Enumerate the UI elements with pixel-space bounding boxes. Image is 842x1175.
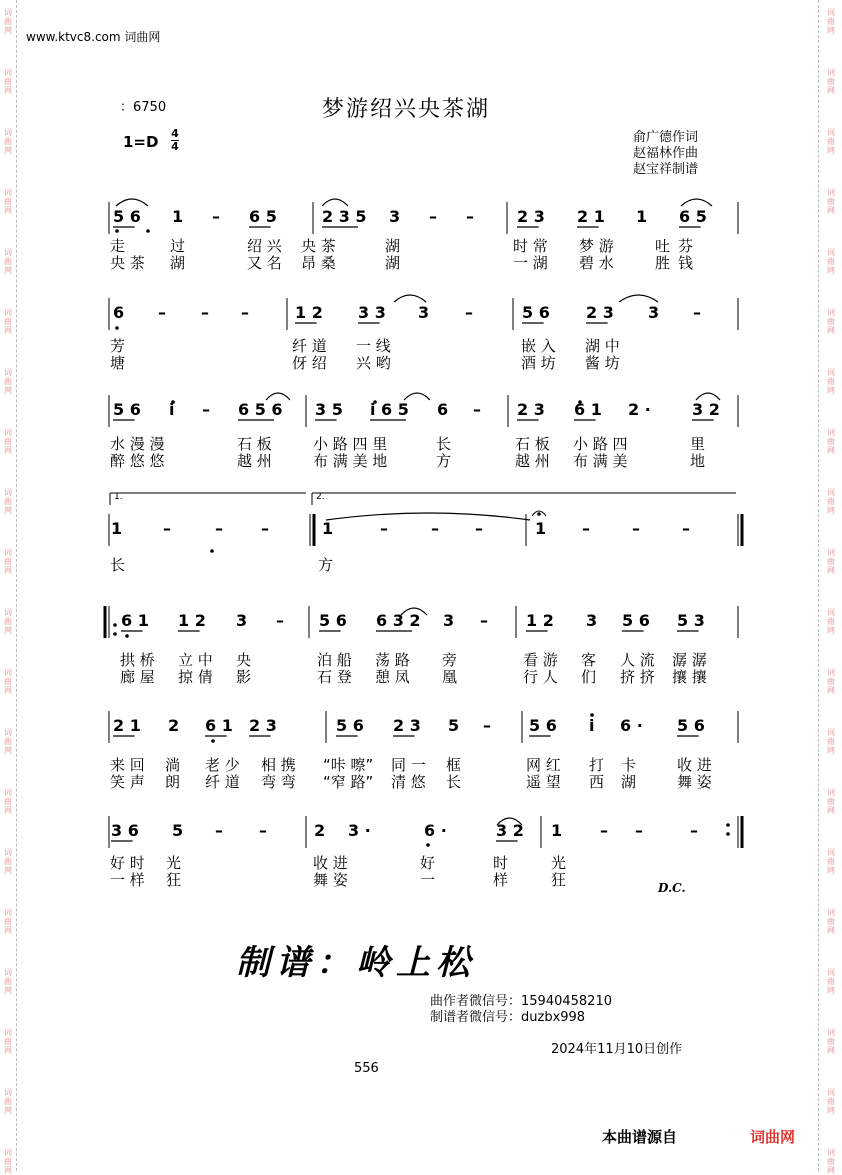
lyric-verse-1: 长 [436,435,452,453]
lyric-verse-1: 框 [446,756,462,774]
lyric-verse-1: 过 [170,237,186,255]
watermark-glyph: 词 曲 网 [827,428,835,455]
lyric-verse-2: 塘 [110,354,126,372]
jianpu-note: – [259,821,267,840]
jianpu-note: 5 [448,716,460,735]
jianpu-note: – [465,303,473,322]
jianpu-note: 6 1 [205,716,233,735]
octave-dot [115,326,119,330]
lyric-verse-1: 老 少 [205,756,240,774]
lyric-verse-2: 笑 声 [110,773,145,791]
jianpu-note: 2 · [628,400,651,419]
lyric-verse-2: 行 人 [523,668,558,686]
jianpu-note: – [693,303,701,322]
lyric-verse-1: 荡 路 [375,651,410,669]
lyric-verse-2: 方 [436,452,452,470]
watermark-glyph: 词 曲 网 [827,368,835,395]
creation-date: 2024年11月10日创作 [551,1042,683,1057]
jianpu-note: 5 6 [529,716,557,735]
jianpu-note: 1 [636,207,648,226]
jianpu-note: 3 [389,207,401,226]
jianpu-note: – [431,519,439,538]
jianpu-note: 6 5 6 [238,400,283,419]
composer-credit: 赵福林作曲 [633,146,699,161]
lyric-verse-1: 嵌 入 [521,337,556,355]
lyric-verse-1: 一 线 [356,337,391,355]
jianpu-note: 6 5 [249,207,277,226]
jianpu-note: – [473,400,481,419]
jianpu-note: – [475,519,483,538]
slur-arc [394,295,426,302]
lyric-verse-2: 湖 [385,254,401,272]
jianpu-note: – [202,400,210,419]
watermark-glyph: 词 曲 网 [827,188,835,215]
lyric-verse-1: 客 [581,651,597,669]
watermark-glyph: 词 曲 网 [4,188,12,215]
lyric-verse-1: 收 进 [677,756,712,774]
jianpu-note: 3 [418,303,430,322]
jianpu-note: – [632,519,640,538]
jianpu-note: 1 [111,519,123,538]
watermark-glyph: 词 曲 网 [827,1148,835,1175]
watermark-glyph: 词 曲 网 [4,1148,12,1175]
lyric-verse-2: 央 茶 [110,254,145,272]
jianpu-note: 5 [172,821,184,840]
lyric-verse-2: 布 满 美 地 [313,452,388,470]
jianpu-note: 6 [437,400,449,419]
lyric-verse-2: 攘 攘 [672,668,707,686]
lyric-verse-1: 石 板 [237,435,272,453]
jianpu-note: 2 [314,821,326,840]
lyric-verse-1: 淌 [165,756,181,774]
watermark-glyph: 词 曲 网 [827,788,835,815]
slur-arc [681,199,712,206]
lyric-verse-2: 地 [690,452,706,470]
jianpu-note: 3 5 [315,400,343,419]
source-brand-link[interactable]: 词曲网 [750,1128,796,1146]
octave-dot [210,549,214,553]
lyric-verse-1: 拱 桥 [120,651,155,669]
jianpu-note: 1 [535,519,547,538]
octave-dot [726,832,730,836]
dc-marking: D.C. [658,881,686,895]
volta-2-label: 2. [316,492,325,502]
watermark-glyph: 词 曲 网 [827,728,835,755]
lyric-verse-1: “咔 嚓” [323,756,374,774]
lyric-verse-1: 梦 游 [579,237,614,255]
watermark-glyph: 词 曲 网 [827,608,835,635]
lyric-verse-2: 弯 弯 [261,773,296,791]
jianpu-note: – [429,207,437,226]
lyric-verse-2: 样 [493,871,509,889]
lyric-verse-1: 卡 [621,756,637,774]
watermark-glyph: 词 曲 网 [827,1028,835,1055]
watermark-glyph: 词 曲 网 [4,668,12,695]
slur-arc [696,393,720,400]
lyric-verse-2: 一 [420,871,436,889]
jianpu-note: 2 3 [586,303,614,322]
volta-1-label: 1. [114,492,123,502]
jianpu-note: 2 3 [517,207,545,226]
lyric-verse-1: 吐 [655,237,671,255]
jianpu-note: 5 3 [677,611,705,630]
lyric-verse-2: 钱 [678,254,694,272]
watermark-glyph: 词 曲 网 [827,848,835,875]
lyric-verse-2: 纤 道 [205,773,240,791]
lyric-verse-1: 小 路 四 里 [313,435,388,453]
watermark-glyph: 词 曲 网 [827,248,835,275]
watermark-glyph: 词 曲 网 [4,1028,12,1055]
lyric-verse-1: 泊 船 [317,651,352,669]
octave-dot [537,512,541,516]
jianpu-note: i 6 5 [370,400,409,419]
lyric-verse-2: 昂 桑 [301,254,336,272]
lyric-verse-2: 布 满 美 [573,452,628,470]
jianpu-note: 6 [113,303,125,322]
lyric-verse-2: 兴 哟 [356,354,391,372]
watermark-glyph: 词 曲 网 [827,488,835,515]
watermark-glyph: 词 曲 网 [4,848,12,875]
arranger-wechat: 制谱者微信号：duzbx998 [430,1010,586,1025]
lyric-verse-1: 央 [236,651,252,669]
jianpu-note: 6 5 [679,207,707,226]
slur-arc [322,199,348,206]
lyric-verse-2: 们 [581,668,597,686]
lyric-verse-2: 湖 [170,254,186,272]
watermark-glyph: 词 曲 网 [4,428,12,455]
lyric-verse-1: 光 [551,854,567,872]
jianpu-note: 2 1 [113,716,141,735]
source-label: 本曲谱源自 [602,1128,678,1146]
lyric-verse-2: 廊 屋 [120,668,155,686]
lyric-verse-1: 收 进 [313,854,348,872]
jianpu-note: 6 1 [121,611,149,630]
watermark-glyph: 词 曲 网 [4,788,12,815]
lyric-verse-2: 酱 坊 [585,354,620,372]
jianpu-note: – [483,716,491,735]
watermark-glyph: 词 曲 网 [827,308,835,335]
jianpu-note: 6 · [620,716,643,735]
lyric-verse-2: 酒 坊 [521,354,556,372]
lyric-verse-2: 狂 [166,871,182,889]
octave-dot [113,623,117,627]
lyric-verse-1: 方 [318,556,334,574]
watermark-glyph: 词 曲 网 [827,128,835,155]
lyric-verse-2: 影 [236,668,252,686]
watermark-glyph: 词 曲 网 [4,968,12,995]
lyric-verse-1: 时 [493,854,509,872]
jianpu-note: 5 6 [319,611,347,630]
watermark-glyph: 词 曲 网 [4,8,12,35]
lyric-verse-2: 湖 [621,773,637,791]
lyric-verse-1: 好 时 [110,854,145,872]
lyric-verse-1: 看 游 [523,651,558,669]
lyric-verse-2: 朗 [165,773,181,791]
lyric-verse-1: 湖 中 [585,337,620,355]
jianpu-note: 3 · [348,821,371,840]
lyric-verse-2: 憩 凤 [375,668,410,686]
lyric-verse-1: 走 [110,237,126,255]
watermark-glyph: 词 曲 网 [4,68,12,95]
octave-dot [125,634,129,638]
watermark-glyph: 词 曲 网 [827,1088,835,1115]
jianpu-note: 3 3 [358,303,386,322]
lyric-verse-1: 央 茶 [301,237,336,255]
lyric-verse-2: 挤 挤 [620,668,655,686]
jianpu-note: 3 2 [496,821,524,840]
watermark-glyph: 词 曲 网 [4,728,12,755]
lyric-verse-1: 石 板 [515,435,550,453]
jianpu-note: – [582,519,590,538]
lyric-verse-1: 小 路 四 [573,435,628,453]
page-number: 556 [354,1061,379,1076]
jianpu-note: – [682,519,690,538]
jianpu-note: – [163,519,171,538]
octave-dot [726,823,730,827]
lyric-verse-1: 好 [420,854,436,872]
lyric-verse-1: 芬 [678,237,694,255]
watermark-glyph: 词 曲 网 [4,368,12,395]
lyric-verse-2: 狂 [551,871,567,889]
slur-arc [116,199,148,206]
watermark-glyph: 词 曲 网 [4,608,12,635]
jianpu-note: – [215,821,223,840]
lyric-verse-1: 人 流 [620,651,655,669]
jianpu-note: 1 [172,207,184,226]
lyric-verse-1: 旁 [442,651,458,669]
jianpu-note: 3 [648,303,660,322]
lyric-verse-1: 绍 兴 [247,237,282,255]
lyric-verse-2: 越 州 [515,452,550,470]
watermark-glyph: 词 曲 网 [4,488,12,515]
watermark-glyph: 词 曲 网 [827,8,835,35]
octave-dot [113,632,117,636]
jianpu-note: – [158,303,166,322]
song-title: 梦游绍兴央茶湖 [322,97,491,122]
jianpu-note: 2 3 [517,400,545,419]
time-signature-top: 4 [171,127,179,140]
lyric-verse-2: 又 名 [247,254,282,272]
lyric-verse-2: 一 样 [110,871,145,889]
slur-arc [404,393,430,400]
lyric-verse-2: 舞 姿 [677,773,712,791]
jianpu-note: – [600,821,608,840]
composer-wechat: 曲作者微信号：15940458210 [430,994,612,1009]
watermark-glyph: 词 曲 网 [827,668,835,695]
watermark-glyph: 词 曲 网 [827,68,835,95]
jianpu-note: – [241,303,249,322]
lyric-verse-1: 纤 道 [292,337,327,355]
jianpu-note: 1 [551,821,563,840]
lyric-verse-2: “窄 路” [323,773,374,791]
watermark-glyph: 词 曲 网 [4,128,12,155]
watermark-glyph: 词 曲 网 [827,548,835,575]
jianpu-note: 3 [443,611,455,630]
octave-dot [211,739,215,743]
octave-dot [146,229,150,233]
lyric-verse-2: 西 [589,773,605,791]
jianpu-note: – [380,519,388,538]
lyric-verse-1: 来 回 [110,756,145,774]
lyric-verse-1: 立 中 [178,651,213,669]
jianpu-note: 5 6 [113,207,141,226]
lyric-verse-1: 长 [110,556,126,574]
lyric-verse-2: 掠 倩 [178,668,213,686]
lyric-verse-2: 越 州 [237,452,272,470]
lyric-verse-2: 长 [446,773,462,791]
jianpu-note: 6 · [424,821,447,840]
watermark-glyph: 词 曲 网 [4,1088,12,1115]
jianpu-note: 1 2 [178,611,206,630]
jianpu-note: 5 6 [677,716,705,735]
song-number: ：6750 [120,100,167,115]
lyric-verse-1: 里 [690,435,706,453]
lyricist-credit: 俞广德作词 [633,130,699,145]
jianpu-note: 1 2 [526,611,554,630]
lyric-verse-1: 网 红 [526,756,561,774]
watermark-glyph: 词 曲 网 [827,908,835,935]
watermark-glyph: 词 曲 网 [4,308,12,335]
jianpu-note: 3 [586,611,598,630]
jianpu-note: 3 6 [111,821,139,840]
jianpu-note: 5 6 [622,611,650,630]
jianpu-note: 2 1 [577,207,605,226]
lyric-verse-2: 胜 [655,254,671,272]
lyric-verse-2: 舞 姿 [313,871,348,889]
lyric-verse-2: 伢 绍 [292,354,327,372]
jianpu-note: – [480,611,488,630]
slur-arc [619,295,658,302]
jianpu-note: i [589,716,595,735]
time-signature-bottom: 4 [171,140,179,153]
jianpu-note: 2 [168,716,180,735]
jianpu-note: – [215,519,223,538]
lyric-verse-1: 时 常 [513,237,548,255]
watermark-glyph: 词 曲 网 [4,908,12,935]
site-url[interactable]: www.ktvc8.com 词曲网 [26,30,161,44]
lyric-verse-2: 凰 [442,668,458,686]
handwritten-signature: 制谱：岭上松 [236,943,476,983]
arranger-credit: 赵宝祥制谱 [633,162,699,177]
lyric-verse-2: 醉 悠 悠 [110,452,165,470]
lyric-verse-2: 一 湖 [513,254,548,272]
watermark-glyph: 词 曲 网 [4,548,12,575]
jianpu-note: 6 3 2 [376,611,421,630]
lyric-verse-2: 碧 水 [579,254,614,272]
jianpu-note: – [261,519,269,538]
lyric-verse-1: 打 [589,756,605,774]
lyric-verse-2: 石 登 [317,668,352,686]
octave-dot [115,229,119,233]
jianpu-note: 3 [236,611,248,630]
jianpu-note: – [276,611,284,630]
lyric-verse-1: 芳 [110,337,126,355]
jianpu-note: – [466,207,474,226]
watermark-glyph: 词 曲 网 [827,968,835,995]
jianpu-note: 1 2 [295,303,323,322]
jianpu-note: 6 1 [574,400,602,419]
lyric-verse-1: 同 一 [391,756,426,774]
jianpu-note: 2 3 [393,716,421,735]
jianpu-note: 5 6 [336,716,364,735]
jianpu-note: – [690,821,698,840]
jianpu-note: 5 6 [113,400,141,419]
jianpu-note: – [201,303,209,322]
jianpu-note: 5 6 [522,303,550,322]
lyric-verse-1: 潺 潺 [672,651,707,669]
lyric-verse-1: 相 携 [261,756,296,774]
jianpu-note: i [169,400,175,419]
lyric-verse-1: 光 [166,854,182,872]
jianpu-note: 2 3 5 [322,207,367,226]
key-signature: 1=D [123,133,159,151]
slur-arc [266,393,290,400]
jianpu-note: – [635,821,643,840]
jianpu-note: 1 [322,519,334,538]
slur-arc [326,513,530,520]
watermark-glyph: 词 曲 网 [4,248,12,275]
lyric-verse-2: 清 悠 [391,773,426,791]
jianpu-note: 3 2 [692,400,720,419]
lyric-verse-1: 水 漫 漫 [110,435,165,453]
jianpu-note: – [212,207,220,226]
jianpu-note: 2 3 [249,716,277,735]
lyric-verse-1: 湖 [385,237,401,255]
lyric-verse-2: 遥 望 [526,773,561,791]
octave-dot [426,843,430,847]
